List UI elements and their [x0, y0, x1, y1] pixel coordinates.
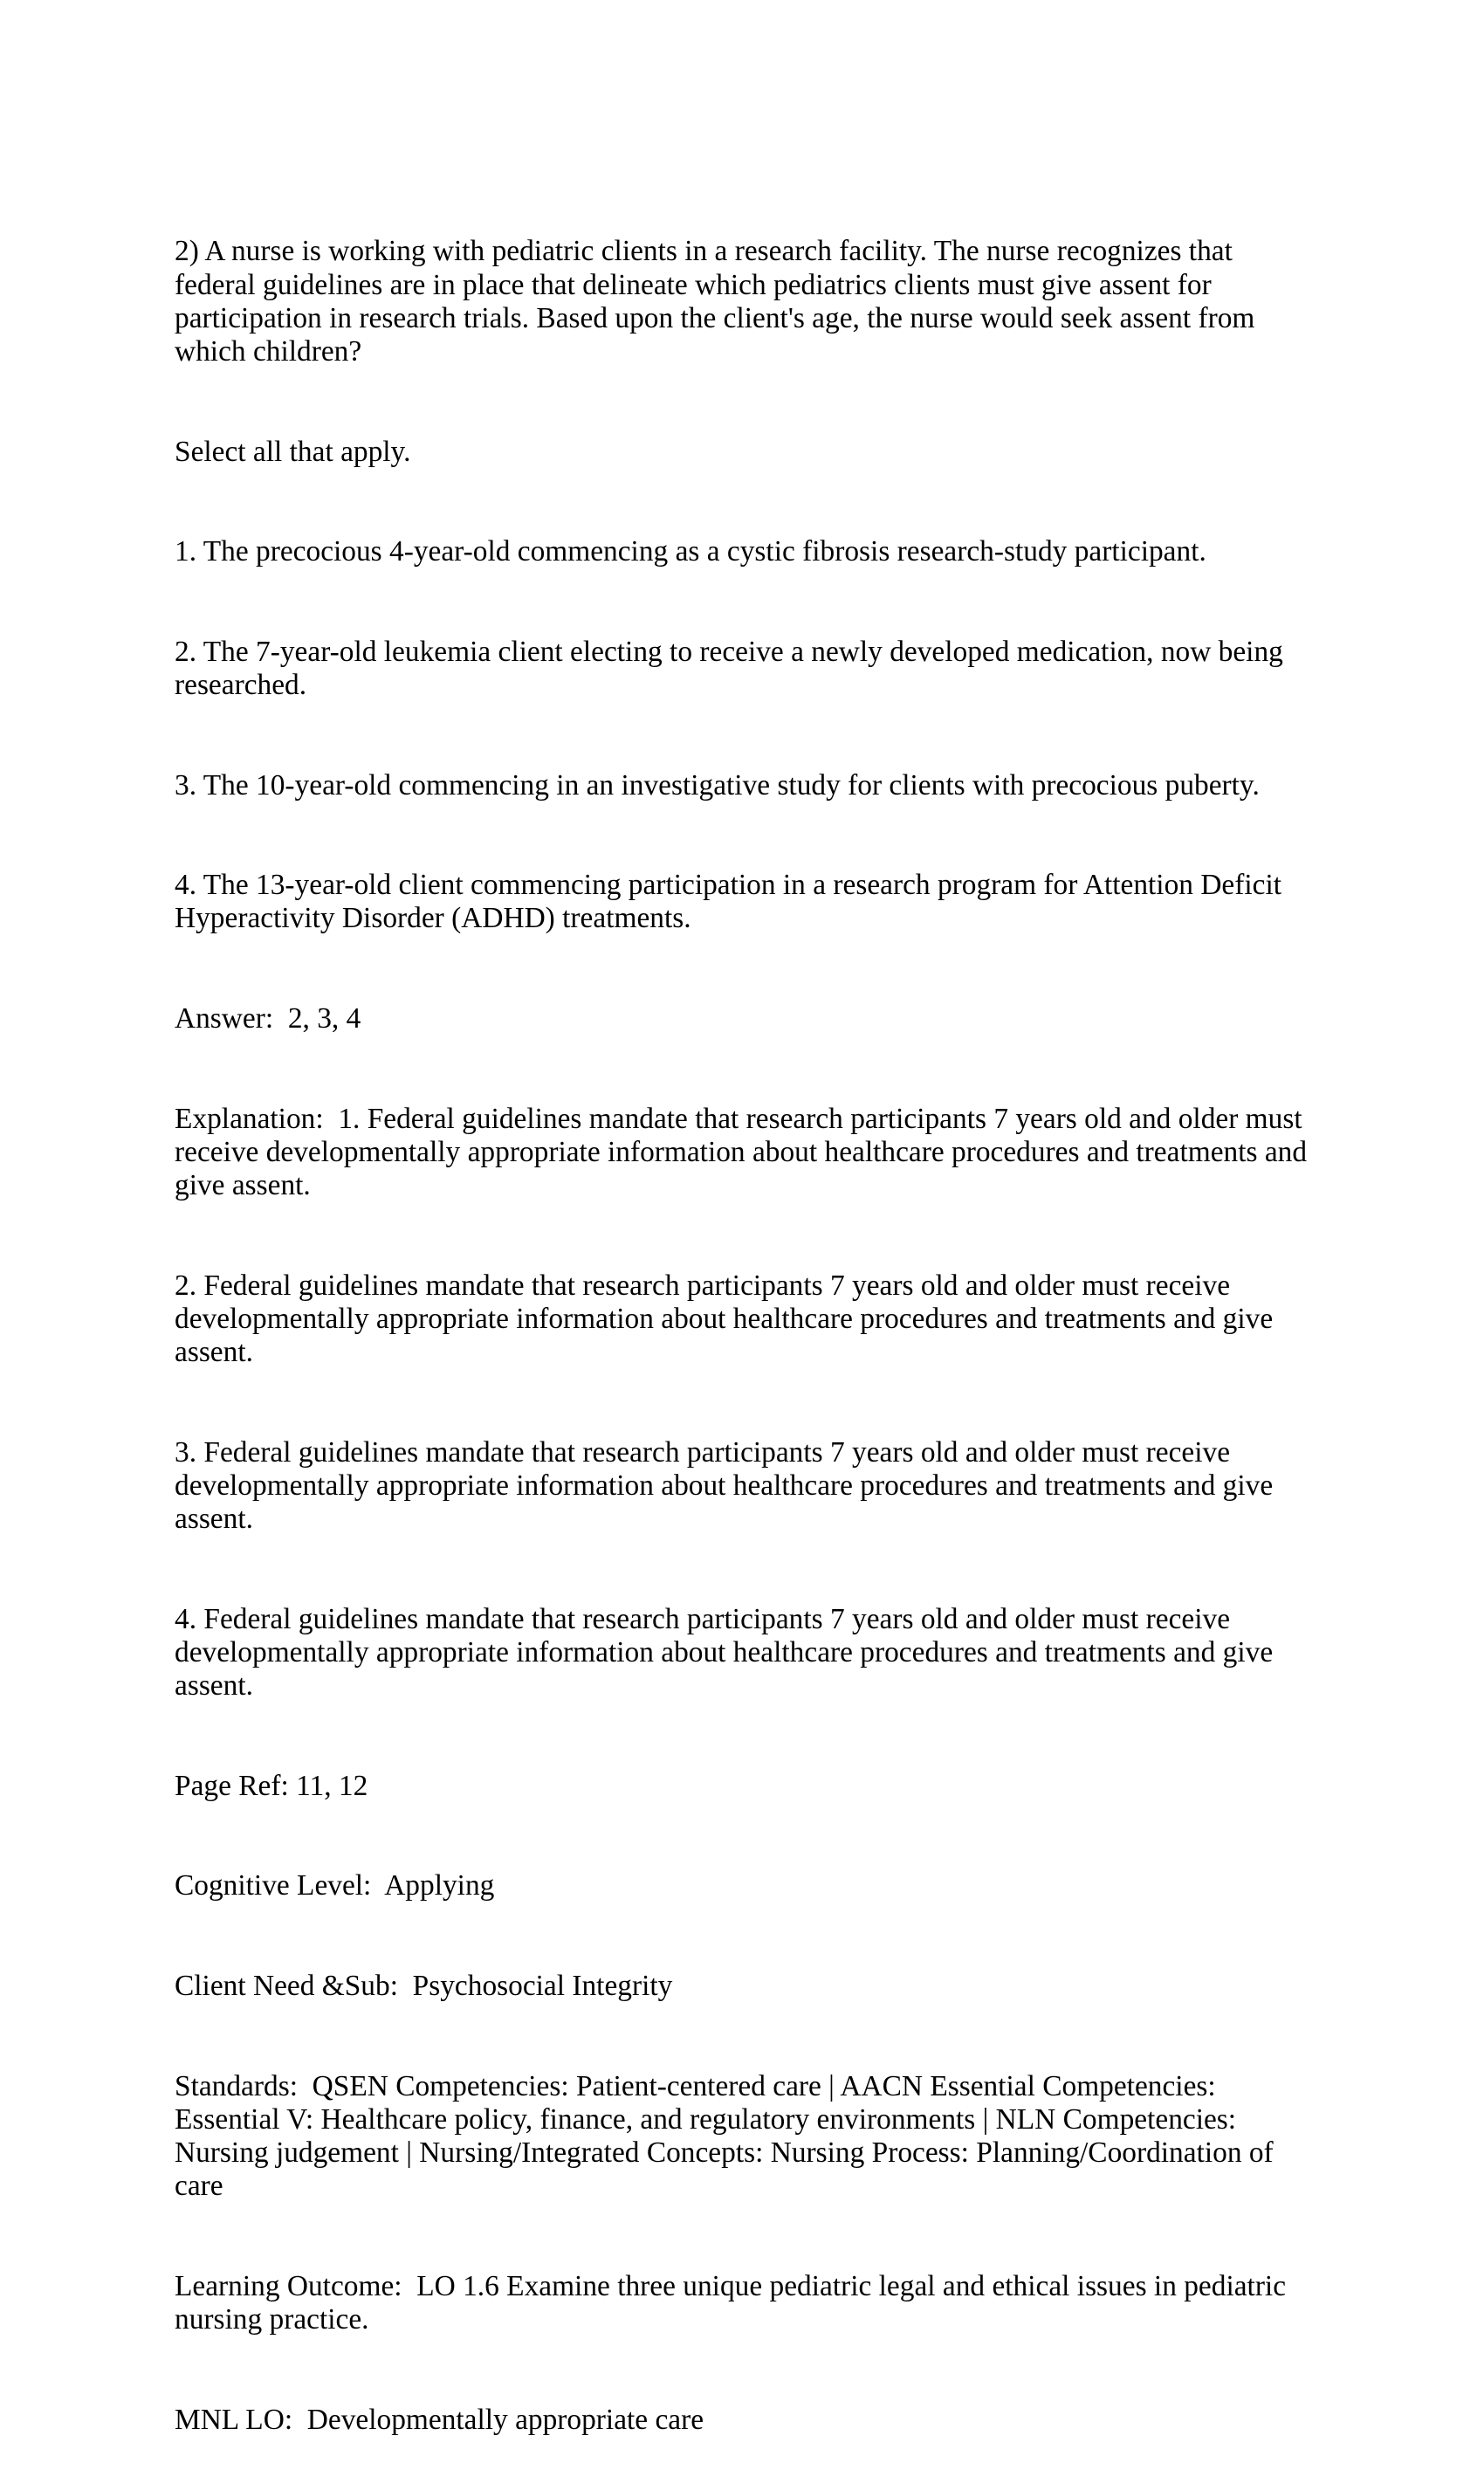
select-all-instruction: Select all that apply. [175, 435, 411, 468]
explanation-2: 2. Federal guidelines mandate that research participants 7 years old and older must receive developmentally appropriate information about healthcare procedures and treatments and give assent. [175, 1269, 1281, 1369]
answer-line: Answer: 2, 3, 4 [175, 1002, 361, 1035]
question-stem: 2) A nurse is working with pediatric clients in a research facility. The nurse recognizes that federal guidelines are in place that delineate which pediatrics clients must give assent for participation in research trials. Based upon the client's age, the nurse would seek assent from which children? [175, 235, 1262, 368]
client-need-line: Client Need &Sub: Psychosocial Integrity [175, 1969, 673, 2002]
learning-outcome-line: Learning Outcome: LO 1.6 Examine three unique pediatric legal and ethical issues in pediatric nursing practice. [175, 2269, 1294, 2336]
explanation-3: 3. Federal guidelines mandate that research participants 7 years old and older must receive developmentally appropriate information about healthcare procedures and treatments and give assent. [175, 1435, 1281, 1536]
explanation-4: 4. Federal guidelines mandate that research participants 7 years old and older must receive developmentally appropriate information about healthcare procedures and treatments and give assent. [175, 1602, 1281, 1703]
option-3: 3. The 10-year-old commencing in an investigative study for clients with precocious puberty. [175, 768, 1260, 802]
cognitive-level-line: Cognitive Level: Applying [175, 1869, 495, 1902]
option-1: 1. The precocious 4-year-old commencing as a cystic fibrosis research-study participant. [175, 535, 1206, 568]
page-ref-line: Page Ref: 11, 12 [175, 1769, 368, 1802]
question-block [175, 169, 1314, 2470]
explanation-1: Explanation: 1. Federal guidelines mandate that research participants 7 years old and older must receive developmentally appropriate information about healthcare procedures and treatments and give assent. [175, 1102, 1315, 1202]
standards-line: Standards: QSEN Competencies: Patient-centered care | AACN Essential Competencies: Essential V: Healthcare policy, finance, and regulatory environments | NLN Competencies: Nursing judgement | Nursing/Integrated Concepts: Nursing Process: Planning/Coordination of care [175, 2069, 1281, 2203]
mnl-lo-line: MNL LO: Developmentally appropriate care [175, 2403, 704, 2436]
option-4: 4. The 13-year-old client commencing participation in a research program for Attention Deficit Hyperactivity Disorder (ADHD) treatments. [175, 869, 1289, 935]
option-2: 2. The 7-year-old leukemia client electing to receive a newly developed medication, now being researched. [175, 635, 1291, 702]
